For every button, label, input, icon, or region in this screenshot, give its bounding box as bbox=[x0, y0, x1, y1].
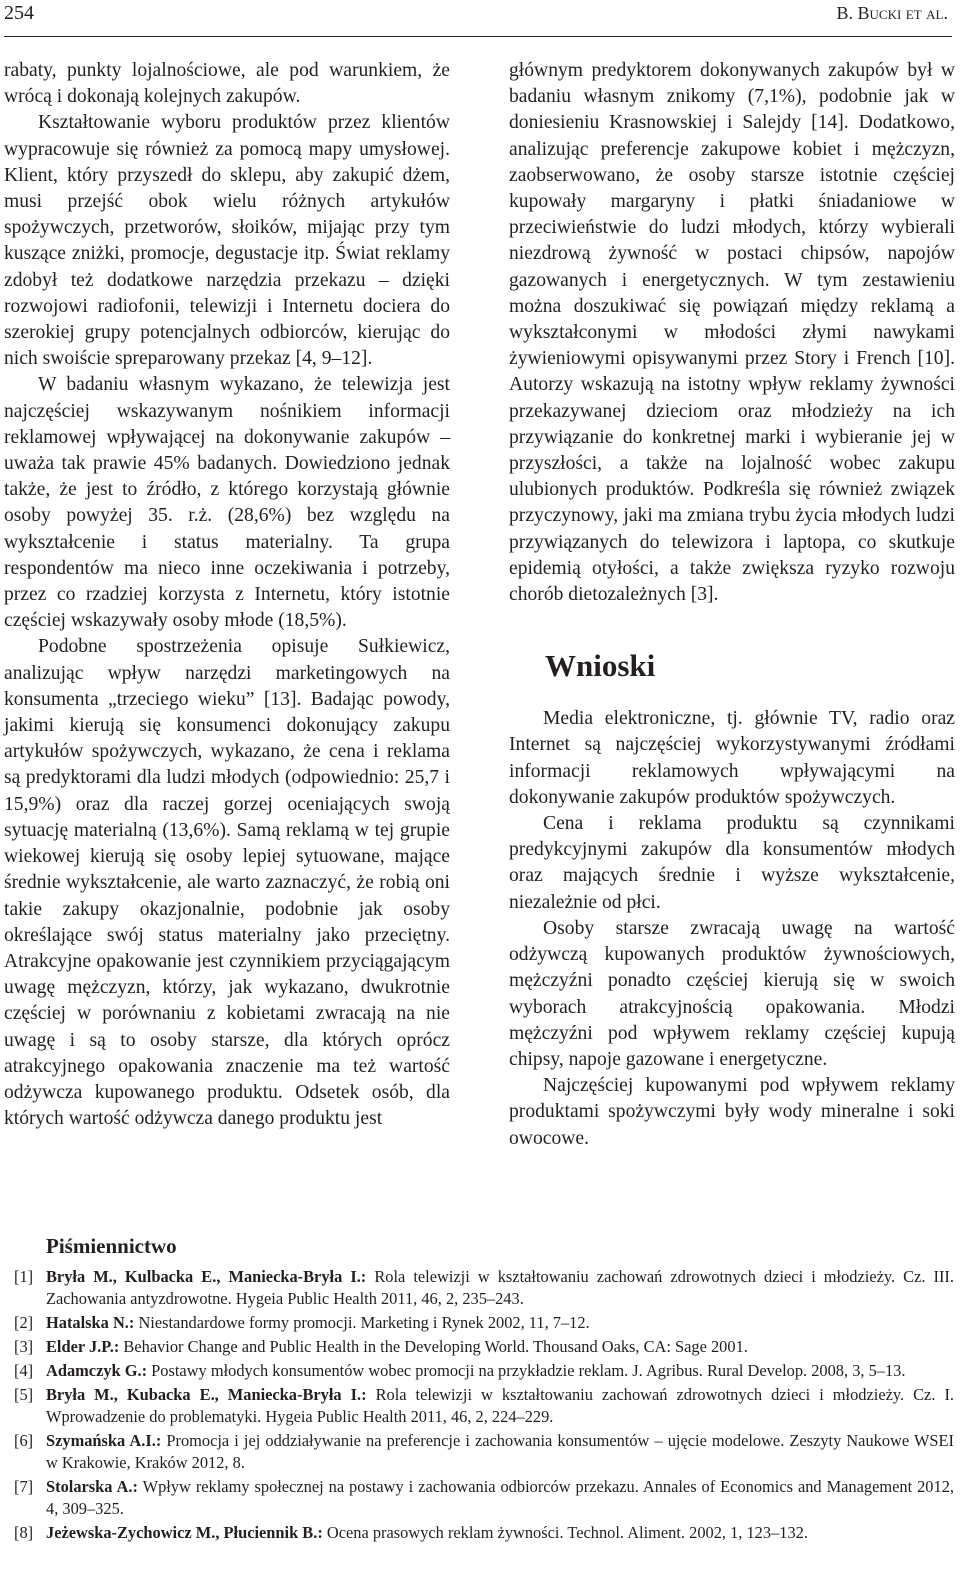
reference-authors: Jeżewska-Zychowicz M., Płuciennik B.: bbox=[46, 1523, 323, 1542]
reference-item bbox=[14, 1522, 954, 1544]
paragraph: W badaniu własnym wykazano, że telewizja jest najczęściej wskazywanym nośnikiem informacji reklamowej wpływającej na dokonywanie zakupów – uważa tak prawie 45% badanych. Dowiedziono jednak także, że jest to źródło, z którego korzystają głównie osoby powyżej 35. r.ż. (28,6%) bez względu na wykształcenie i status materialny. Ta grupa respondentów ma nieco inne oczekiwania i potrzeby, przez co rzadziej korzysta z Internetu, który istotnie częściej wskazywały osoby młode (18,5%). bbox=[4, 374, 450, 632]
references-section bbox=[14, 1232, 954, 1546]
reference-authors: Stolarska A.: bbox=[46, 1477, 138, 1496]
paragraph: Kształtowanie wyboru produktów przez klientów wypracowuje się również za pomocą mapy umysłowej. Klient, który przyszedł do sklepu, aby zakupić dżem, musi przejść obok wielu różnych artykułów spożywczych, przetworów, słoików, mijając przy tym kuszące zniżki, promocje, degustacje itp. Świat reklamy zdobył też dodatkowe narzędzia przekazu – dzięki rozwojowi radiofonii, telewizji i Internetu dociera do szerokiej grupy potencjalnych odbiorców, kierując do nich swoiście spreparowany przekaz [4, 9–12]. bbox=[4, 112, 450, 370]
reference-text: Rola telewizji w kształtowaniu zachowań zdrowotnych dzieci i młodzieży. Cz. III. Zachowania antyzdrowotne. Hygeia Public Health 2011, 46, 2, 235–243. bbox=[46, 1267, 954, 1308]
reference-item bbox=[14, 1476, 954, 1520]
paragraph: Podobne spostrzeżenia opisuje Sułkiewicz, analizując wpływ narzędzi marketingowych na konsumenta „trzeciego wieku” [13]. Badając powody, jakimi kierują się konsumenci dokonujący zakupu artykułów spożywczych, wykazano, że cena i reklama są predyktorami dla ludzi młodych (odpowiednio: 25,7 i 15,9%) oraz dla raczej gorzej oceniających swoją sytuację materialną (13,6%). Samą reklamą w tej grupie wiekowej kierują się osoby lepiej sytuowane, mające średnie wykształcenie, ale warto zaznaczyć, że robią oni takie zakupy okazjonalnie, podobnie jak osoby określające swój status materialny jako przeciętny. Atrakcyjne opakowanie jest czynnikiem przyciągającym uwagę mężczyzn, którzy, jak wykazano, dwukrotnie częściej w porównaniu z kobietami zwracają na nie uwagę i są to osoby starsze, dla których oprócz atrakcyjnego opakowania znaczenie ma też wartość odżywcza kupowanego produktu. Odsetek osób, dla których wartość odżywcza danego produktu jest bbox=[4, 636, 450, 1130]
reference-text: Ocena prasowych reklam żywności. Technol. Aliment. 2002, 1, 123–132. bbox=[322, 1523, 808, 1542]
reference-item bbox=[14, 1336, 954, 1358]
reference-number: [3] bbox=[14, 1337, 34, 1356]
reference-item bbox=[14, 1266, 954, 1310]
conclusion-paragraph: Cena i reklama produktu są czynnikami predykcyjnymi zakupów dla konsumentów młodych oraz mających średnie i wyższe wykształcenie, niezależnie od płci. bbox=[509, 813, 955, 913]
reference-text: Wpływ reklamy społecznej na postawy i zachowania odbiorców przekazu. Annales of Economics and Management 2012, 4, 309–325. bbox=[46, 1477, 954, 1518]
reference-text: Behavior Change and Public Health in the Developing World. Thousand Oaks, CA: Sage 2001. bbox=[119, 1337, 748, 1356]
reference-authors: Bryła M., Kubacka E., Maniecka-Bryła I.: bbox=[46, 1385, 367, 1404]
reference-number: [2] bbox=[14, 1313, 34, 1332]
running-head-authors: B. Bucki et al. bbox=[836, 3, 948, 23]
reference-item bbox=[14, 1360, 954, 1382]
reference-authors: Elder J.P.: bbox=[46, 1337, 120, 1356]
reference-number: [1] bbox=[14, 1267, 34, 1286]
paragraph: rabaty, punkty lojalnościowe, ale pod warunkiem, że wrócą i dokonają kolejnych zakupów. bbox=[4, 60, 450, 108]
header-rule bbox=[4, 36, 952, 37]
conclusion-paragraph: Najczęściej kupowanymi pod wpływem reklamy produktami spożywczymi były wody mineralne i soki owocowe. bbox=[509, 1075, 955, 1149]
running-head bbox=[0, 0, 952, 28]
reference-item bbox=[14, 1430, 954, 1474]
reference-authors: Szymańska A.I.: bbox=[46, 1431, 162, 1450]
reference-authors: Hatalska N.: bbox=[46, 1313, 135, 1332]
reference-text: Promocja i jej oddziaływanie na preferencje i zachowania konsumentów – ujęcie modelowe. Zeszyty Naukowe WSEI w Krakowie, Kraków 2012, 8. bbox=[46, 1431, 954, 1472]
paragraph: głównym predyktorem dokonywanych zakupów był w badaniu własnym znikomy (7,1%), podobnie jak w doniesieniu Krasnowskiej i Salejdy [14]. Dodatkowo, analizując preferencje zakupowe kobiet i mężczyzn, zaobserwowano, że osoby starsze istotnie częściej kupowały margaryny i płatki śniadaniowe w przeciwieństwie do ludzi młodych, którzy wybierali niezdrową żywność w postaci chipsów, napojów gazowanych i energetycznych. W tym zestawieniu można doszukiwać się powiązań między reklamą a wykształconymi w młodości złymi nawykami żywieniowymi opisywanymi przez Story i French [10]. Autorzy wskazują na istotny wpływ reklamy żywności przekazywanej dzieciom oraz młodzieży na ich przywiązanie do konkretnej marki i wybieranie jej w przyszłości, a także na lojalność wobec zakupu ulubionych produktów. Podkreśla się również związek przyczynowy, jaki ma zmiana trybu życia młodych ludzi przywiązanych do telewizora i laptopa, co skutkuje epidemią otyłości, a także zwiększa ryzyko rozwoju chorób dietozależnych [3]. bbox=[509, 60, 955, 606]
reference-authors: Adamczyk G.: bbox=[46, 1361, 148, 1380]
conclusion-paragraph: Osoby starsze zwracają uwagę na wartość odżywczą kupowanych produktów żywnościowych, mężczyźni ponadto częściej kierują się w swoich wyborach atrakcyjnością opakowania. Młodzi mężczyźni pod wpływem reklamy częściej kupują chipsy, napoje gazowane i energetyczne. bbox=[509, 917, 955, 1070]
reference-item bbox=[14, 1312, 954, 1334]
page-number: 254 bbox=[4, 2, 34, 24]
reference-number: [8] bbox=[14, 1523, 34, 1542]
left-column bbox=[4, 58, 450, 1132]
right-column bbox=[509, 58, 955, 1152]
references-title: Piśmiennictwo bbox=[46, 1234, 177, 1258]
section-title-conclusions: Wnioski bbox=[545, 648, 656, 684]
reference-text: Postawy młodych konsumentów wobec promocji na przykładzie reklam. J. Agribus. Rural Develop. 2008, 3, 5–13. bbox=[147, 1361, 906, 1380]
conclusion-paragraph: Media elektroniczne, tj. głównie TV, radio oraz Internet są najczęściej wykorzystywanymi źródłami informacji reklamowych wpływającymi na dokonywanie zakupów produktów spożywczych. bbox=[509, 708, 955, 808]
reference-text: Rola telewizji w kształtowaniu zachowań zdrowotnych dzieci i młodzieży. Cz. I. Wprowadzenie do problematyki. Hygeia Public Health 2011, 46, 2, 224–229. bbox=[46, 1385, 954, 1426]
reference-number: [6] bbox=[14, 1431, 34, 1450]
reference-text: Niestandardowe formy promocji. Marketing i Rynek 2002, 11, 7–12. bbox=[134, 1313, 590, 1332]
reference-number: [5] bbox=[14, 1385, 34, 1404]
reference-authors: Bryła M., Kulbacka E., Maniecka-Bryła I.: bbox=[46, 1267, 367, 1286]
reference-number: [4] bbox=[14, 1361, 34, 1380]
reference-number: [7] bbox=[14, 1477, 34, 1496]
reference-item bbox=[14, 1384, 954, 1428]
